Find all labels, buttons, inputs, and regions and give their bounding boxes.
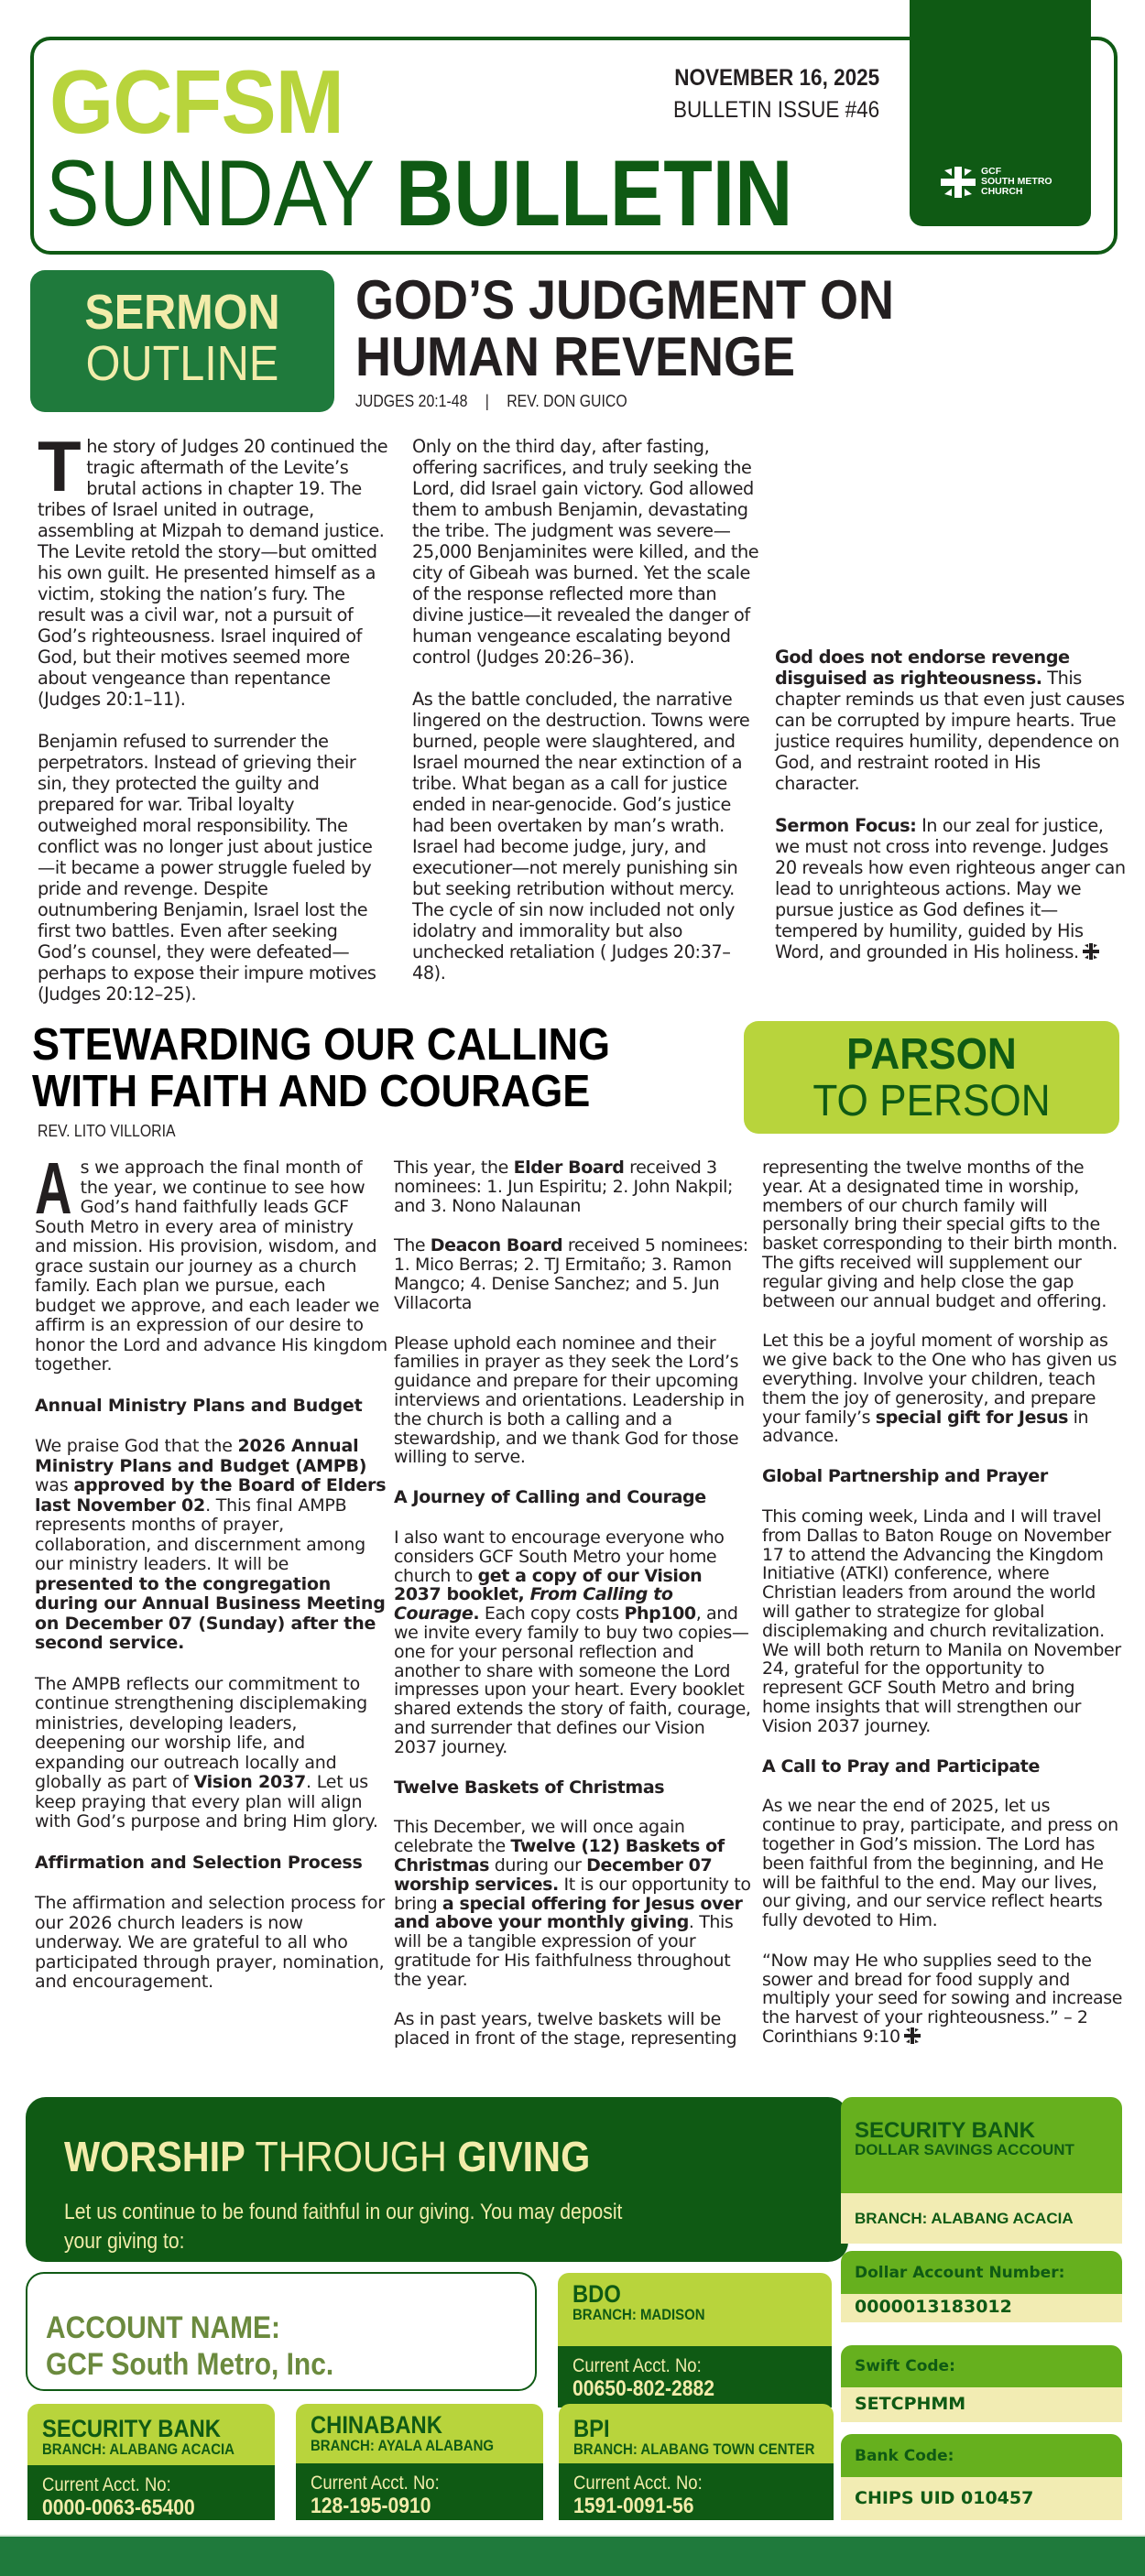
- closing-verse: “Now may He who supplies seed to the sower and bread for food supply and multiply your seed for sowing and increase the harvest of your righteousness.” – 2 Corinthians 9:10: [762, 1950, 1123, 2048]
- sermon-paragraph: Only on the third day, after fasting, offering sacrifices, and truly seeking the Lord, did Israel gain victory. God allowed them to ambush Benjamin, devastating the tribe. The judgment was severe—25,000 Benjaminites were killed, and the city of Gibeah was burned. Yet the scale of the response reflected more than divine justice—it revealed the danger of human vengeance escalating beyond control (Judges 20:26–36).: [412, 436, 759, 668]
- sermon-paragraph: Benjamin refused to surrender the perpetrators. Instead of grieving their sin, they protected the guilty and prepared for war. Tribal loyalty outweighed moral responsibility. The conflict was no longer just about justice—it became a power struggle fueled by pride and revenge. Despite outnumbering Benjamin, Israel lost the first two battles. Even after seeking God’s counsel, they were defeated—perhaps to expose their impure motives (Judges 20:12–25).: [38, 731, 376, 1005]
- article-paragraph: I also want to encourage everyone who considers GCF South Metro your home church to get a copy of our Vision 2037 booklet, From Calling to Courage. Each copy costs Php100, and we invite every family to buy two copies—one for your personal reflection and another to share with someone the Lord impresses upon your heart. Every booklet shared extends the story of faith, courage, and surrender that defines our Vision 2037 journey.: [394, 1527, 751, 1757]
- article-paragraph: We praise God that the 2026 Annual Ministry Plans and Budget (AMPB) was approved by the Board of Elders last November 02. This final AMPB represents months of prayer, collaboration, and discernment among our ministry leaders. It will be presented to the congregation during our Annual Business Meeting on December 07 (Sunday) after the second service.: [35, 1436, 387, 1653]
- dollar-swift-code: Swift Code: SETCPHMM: [841, 2345, 1122, 2422]
- article-paragraph: representing the twelve months of the year. At a designated time in worship, members of our church family will personally bring their special gifts to the basket corresponding to their birth month. The gifts received will supplement our regular giving and help close the gap between our annual budget and offering.: [762, 1158, 1118, 1311]
- end-mark-icon: [904, 2027, 921, 2044]
- article-paragraph: This year, the Elder Board received 3 nominees: 1. Jun Espiritu; 2. John Nakpil; and 3. Nono Nalaunan: [394, 1158, 733, 1216]
- article-paragraph: The Deacon Board received 5 nominees: 1. Mico Berras; 2. TJ Ermitaño; 3. Ramon Mangco; 4. Denise Sanchez; and 5. Jun Villacorta: [394, 1235, 748, 1313]
- article-paragraph: The AMPB reflects our commitment to continue strengthening disciplemaking ministries, developing leaders, deepening our worship life, and expanding our outreach locally and globally as part of Vision 2037. Let us keep praying that every plan will align with God’s purpose and bring Him glory.: [35, 1673, 378, 1831]
- sermon-column-1: [38, 426, 388, 1005]
- giving-title: WORSHIP THROUGH GIVING: [64, 2133, 591, 2180]
- section-heading: Annual Ministry Plans and Budget: [35, 1395, 363, 1416]
- account-name-box: [26, 2272, 537, 2391]
- sermon-column-3: [775, 647, 1128, 962]
- section-heading: A Call to Pray and Participate: [762, 1755, 1040, 1777]
- church-logo-tab: [910, 0, 1091, 226]
- title-bold: BULLETIN: [395, 141, 793, 245]
- article-paragraph: Please uphold each nominee and their families in prayer as they seek the Lord’s guidance and prepare for their upcoming interviews and orientations. Leadership in the church is both a calling and a stewardship, and we thank God for those willing to serve.: [394, 1332, 745, 1468]
- section-heading: Affirmation and Selection Process: [35, 1852, 363, 1873]
- worship-through-giving-panel: [26, 2097, 848, 2262]
- article-paragraph: The affirmation and selection process for our 2026 church leaders is now underway. We are grateful to all who participated through prayer, nomination, and encouragement.: [35, 1893, 385, 1992]
- dollar-bank-code: Bank Code: CHIPS UID 010457: [841, 2434, 1122, 2520]
- giving-description: Let us continue to be found faithful in our giving. You may deposit your giving to:: [64, 2200, 623, 2254]
- dropcap: T: [38, 426, 82, 506]
- sermon-scripture: JUDGES 20:1-48: [355, 392, 468, 410]
- sermon-focus: Sermon Focus: In our zeal for justice, we must not cross into revenge. Judges 20 reveals how even righteous anger can lead to unrighteous actions. May we pursue justice as God defines it—tempered by humility, guided by His Word, and grounded in His holiness.: [775, 815, 1126, 962]
- account-name-label: ACCOUNT NAME:: [46, 2310, 280, 2345]
- bank-card-bdo: BDO BRANCH: MADISON Current Acct. No: 00650-802-2882: [558, 2273, 832, 2408]
- article-column-3: [762, 1158, 1124, 2047]
- article-title: STEWARDING OUR CALLING WITH FAITH AND COURAGE: [32, 1020, 611, 1116]
- sermon-outline-badge: SERMON OUTLINE: [30, 270, 334, 412]
- sermon-paragraph: The story of Judges 20 continued the tragic aftermath of the Levite’s brutal actions in chapter 19. The tribes of Israel united in outrage, assembling at Mizpah to demand justice. The Levite retold the story—but omitted his own guilt. He presented himself as a victim, stoking the nation’s fury. The result was a civil war, not a pursuit of God’s righteousness. Israel inquired of God, but their motives seemed more about vengeance than repentance (Judges 20:1–11).: [38, 426, 388, 710]
- dollar-account-header: SECURITY BANK DOLLAR SAVINGS ACCOUNT BRANCH: ALABANG ACACIA: [841, 2097, 1122, 2244]
- church-cross-icon: [941, 167, 976, 198]
- article-column-1: [35, 1147, 387, 1993]
- article-paragraph: This coming week, Linda and I will travel from Dallas to Baton Rouge on November 17 to attend the Advancing the Kingdom Initiative (ATKI) conference, where Christian leaders from around the world will gather to strategize for global disciplemaking and church revitalization. We will both return to Manila on November 24, grateful for the opportunity to represent GCF South Metro and bring home insights that will strengthen our Vision 2037 journey.: [762, 1505, 1121, 1736]
- article-author: REV. LITO VILLORIA: [38, 1122, 176, 1140]
- article-paragraph: As in past years, twelve baskets will be placed in front of the stage, representing: [394, 2010, 737, 2049]
- bank-card-bpi: BPI BRANCH: ALABANG TOWN CENTER Current Acct. No: 1591-0091-56: [559, 2404, 834, 2520]
- dropcap: A: [35, 1147, 72, 1229]
- sermon-key-point: God does not endorse revenge disguised as righteousness. This chapter reminds us that even just causes can be corrupted by impure hearts. True justice requires humility, dependence on God, and restraint rooted in His character.: [775, 647, 1125, 794]
- issue-number: BULLETIN ISSUE #46: [672, 97, 879, 123]
- section-heading: Twelve Baskets of Christmas: [394, 1777, 665, 1798]
- bank-card-chinabank: CHINABANK BRANCH: AYALA ALABANG Current Acct. No: 128-195-0910: [296, 2404, 543, 2520]
- parson-to-person-badge: PARSON TO PERSON: [744, 1021, 1119, 1134]
- bank-card-security-bank: SECURITY BANK BRANCH: ALABANG ACACIA Current Acct. No: 0000-0063-65400: [27, 2404, 275, 2520]
- article-paragraph: Let this be a joyful moment of worship as we give back to the One who has given us everything. Involve your children, teach them the joy of generosity, and prepare your family’s special gift for Jesus in advance.: [762, 1331, 1117, 1447]
- footer-bar: [0, 2535, 1145, 2576]
- article-paragraph: This December, we will once again celebrate the Twelve (12) Baskets of Christmas during our December 07 worship services. It is our opportunity to bring a special offering for Jesus over and above your monthly giving. This will be a tangible expression of your gratitude for His faithfulness throughout the year.: [394, 1817, 751, 1990]
- issue-date: NOVEMBER 16, 2025: [674, 65, 879, 91]
- article-column-2: [394, 1158, 751, 2049]
- sermon-column-2: [412, 436, 760, 984]
- church-logo-text: GCF SOUTH METRO CHURCH: [981, 166, 1052, 197]
- brand-name: GCFSM: [49, 51, 344, 152]
- article-intro: As we approach the final month of the year, we continue to see how God’s hand faithfully leads GCF South Metro in every area of ministry and mission. His provision, wisdom, and grace sustain our journey as a church family. Each plan we pursue, each budget we approve, and each leader we affirm is an expression of our desire to honor the Lord and advance His kingdom together.: [35, 1147, 387, 1375]
- account-name-value: GCF South Metro, Inc.: [46, 2347, 334, 2382]
- end-mark-icon: [1083, 943, 1099, 960]
- sermon-title: GOD’S JUDGMENT ON HUMAN REVENGE: [355, 269, 895, 387]
- separator: |: [485, 392, 489, 410]
- dollar-account-number: Dollar Account Number: 0000013183012: [841, 2251, 1122, 2322]
- title-light: SUNDAY: [46, 141, 374, 245]
- sermon-meta: [355, 392, 627, 411]
- issue-meta: [650, 62, 879, 126]
- article-paragraph: As we near the end of 2025, let us continue to pray, participate, and press on together in God’s mission. The Lord has been faithful from the beginning, and He will be faithful to the end. May our lives, our giving, and our service reflect hearts fully devoted to Him.: [762, 1796, 1118, 1931]
- section-heading: Global Partnership and Prayer: [762, 1466, 1048, 1487]
- sermon-speaker: REV. DON GUICO: [507, 392, 627, 410]
- sermon-paragraph: As the battle concluded, the narrative lingered on the destruction. Towns were burned, people were slaughtered, and Israel mourned the near extinction of a tribe. What began as a call for justice ended in near-genocide. God’s justice had been overtaken by man’s wrath. Israel had become judge, jury, and executioner—not merely punishing sin but seeking retribution without mercy. The cycle of sin now included not only idolatry and immorality but also unchecked retaliation ( Judges 20:37–48).: [412, 689, 750, 984]
- section-heading: A Journey of Calling and Courage: [394, 1487, 706, 1508]
- bulletin-title: [46, 141, 793, 245]
